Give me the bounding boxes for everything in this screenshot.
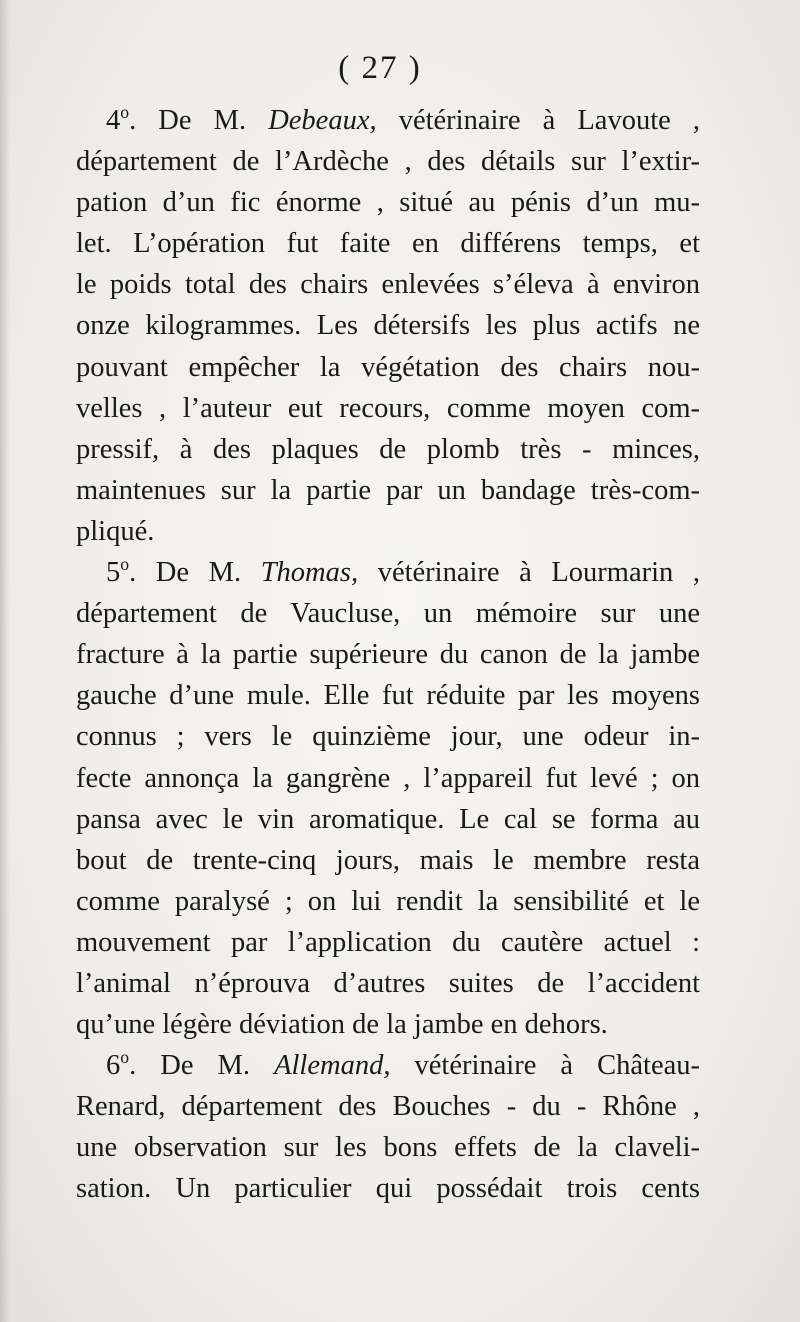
line-text: l’animal n’éprouva d’autres suites de l’accident <box>76 967 700 999</box>
paragraph <box>76 1045 700 1209</box>
line-text: . De M. <box>129 1050 275 1082</box>
line-text: Renard, département des Bouches - du - Rhône , <box>76 1091 700 1123</box>
text-line <box>76 552 700 593</box>
text-line <box>76 511 700 552</box>
line-text: le poids total des chairs enlevées s’éleva à environ <box>76 269 700 301</box>
text-line <box>76 634 700 675</box>
text-line <box>76 1086 700 1127</box>
text-line <box>76 470 700 511</box>
text-line <box>76 963 700 1004</box>
text-line <box>76 840 700 881</box>
page-number: ( 27 ) <box>338 50 422 86</box>
line-text: gauche d’une mule. Elle fut réduite par les moyens <box>76 680 700 712</box>
line-text: . De M. <box>129 557 261 589</box>
ordinal-superscript: o <box>120 554 130 575</box>
text-line <box>76 716 700 757</box>
text-line <box>76 182 700 223</box>
text-line <box>76 1127 700 1168</box>
text-line <box>76 100 700 141</box>
paragraph <box>76 100 700 552</box>
text-line <box>76 922 700 963</box>
line-text: pouvant empêcher la végétation des chairs nou- <box>76 351 700 383</box>
text-line <box>76 429 700 470</box>
line-text: . De M. <box>129 105 269 136</box>
line-text: bout de trente-cinq jours, mais le membre resta <box>76 844 700 876</box>
ordinal-superscript: o <box>120 102 130 123</box>
person-name: Allemand, <box>274 1050 391 1082</box>
line-text: pation d’un fic énorme , situé au pénis d’un mu- <box>76 187 700 219</box>
text-line <box>76 593 700 634</box>
line-text: département de l’Ardèche , des détails sur l’extir- <box>76 146 700 178</box>
text-line <box>76 388 700 429</box>
text-line <box>76 881 700 922</box>
line-text: vétérinaire à Château- <box>390 1050 700 1082</box>
text-line <box>76 1168 700 1209</box>
line-text: fracture à la partie supérieure du canon de la jambe <box>76 639 700 671</box>
line-text: pansa avec le vin aromatique. Le cal se forma au <box>76 803 700 835</box>
line-text: onze kilogrammes. Les détersifs les plus actifs ne <box>76 310 700 342</box>
line-text: 5 <box>106 557 121 589</box>
line-text: vétérinaire à Lourmarin , <box>358 557 700 589</box>
text-line <box>76 675 700 716</box>
ordinal-superscript: o <box>120 1047 130 1068</box>
line-text: let. L’opération fut faite en différens temps, et <box>76 228 700 260</box>
line-text: qu’une légère déviation de la jambe en dehors. <box>76 1009 608 1041</box>
paragraph <box>76 552 700 1045</box>
text-line <box>76 141 700 182</box>
line-text: vétérinaire à Lavoute , <box>376 105 700 136</box>
line-text: connus ; vers le quinzième jour, une odeur in- <box>76 721 700 753</box>
line-text: département de Vaucluse, un mémoire sur une <box>76 598 700 630</box>
line-text: pliqué. <box>76 515 155 547</box>
line-text: 6 <box>106 1050 121 1082</box>
person-name: Debeaux, <box>268 105 377 136</box>
text-line <box>76 1004 700 1045</box>
line-text: sation. Un particulier qui possédait trois cents <box>76 1173 700 1205</box>
text-line <box>76 799 700 840</box>
line-text: fecte annonça la gangrène , l’appareil fut levé ; on <box>76 762 700 794</box>
text-line <box>76 264 700 305</box>
text-line <box>76 758 700 799</box>
text-line <box>76 305 700 346</box>
line-text: velles , l’auteur eut recours, comme moyen com- <box>76 392 700 424</box>
text-line <box>76 223 700 264</box>
page-edge-shadow <box>0 0 10 1322</box>
line-text: 4 <box>106 105 121 136</box>
line-text: une observation sur les bons effets de la claveli- <box>76 1132 700 1164</box>
line-text: comme paralysé ; on lui rendit la sensibilité et le <box>76 885 700 917</box>
line-text: maintenues sur la partie par un bandage très-com- <box>76 474 700 506</box>
line-text: pressif, à des plaques de plomb très - minces, <box>76 433 700 465</box>
person-name: Thomas, <box>260 557 359 589</box>
text-line <box>76 1045 700 1086</box>
text-line <box>76 347 700 388</box>
body-text <box>76 100 700 1210</box>
line-text: mouvement par l’application du cautère actuel : <box>76 926 700 958</box>
